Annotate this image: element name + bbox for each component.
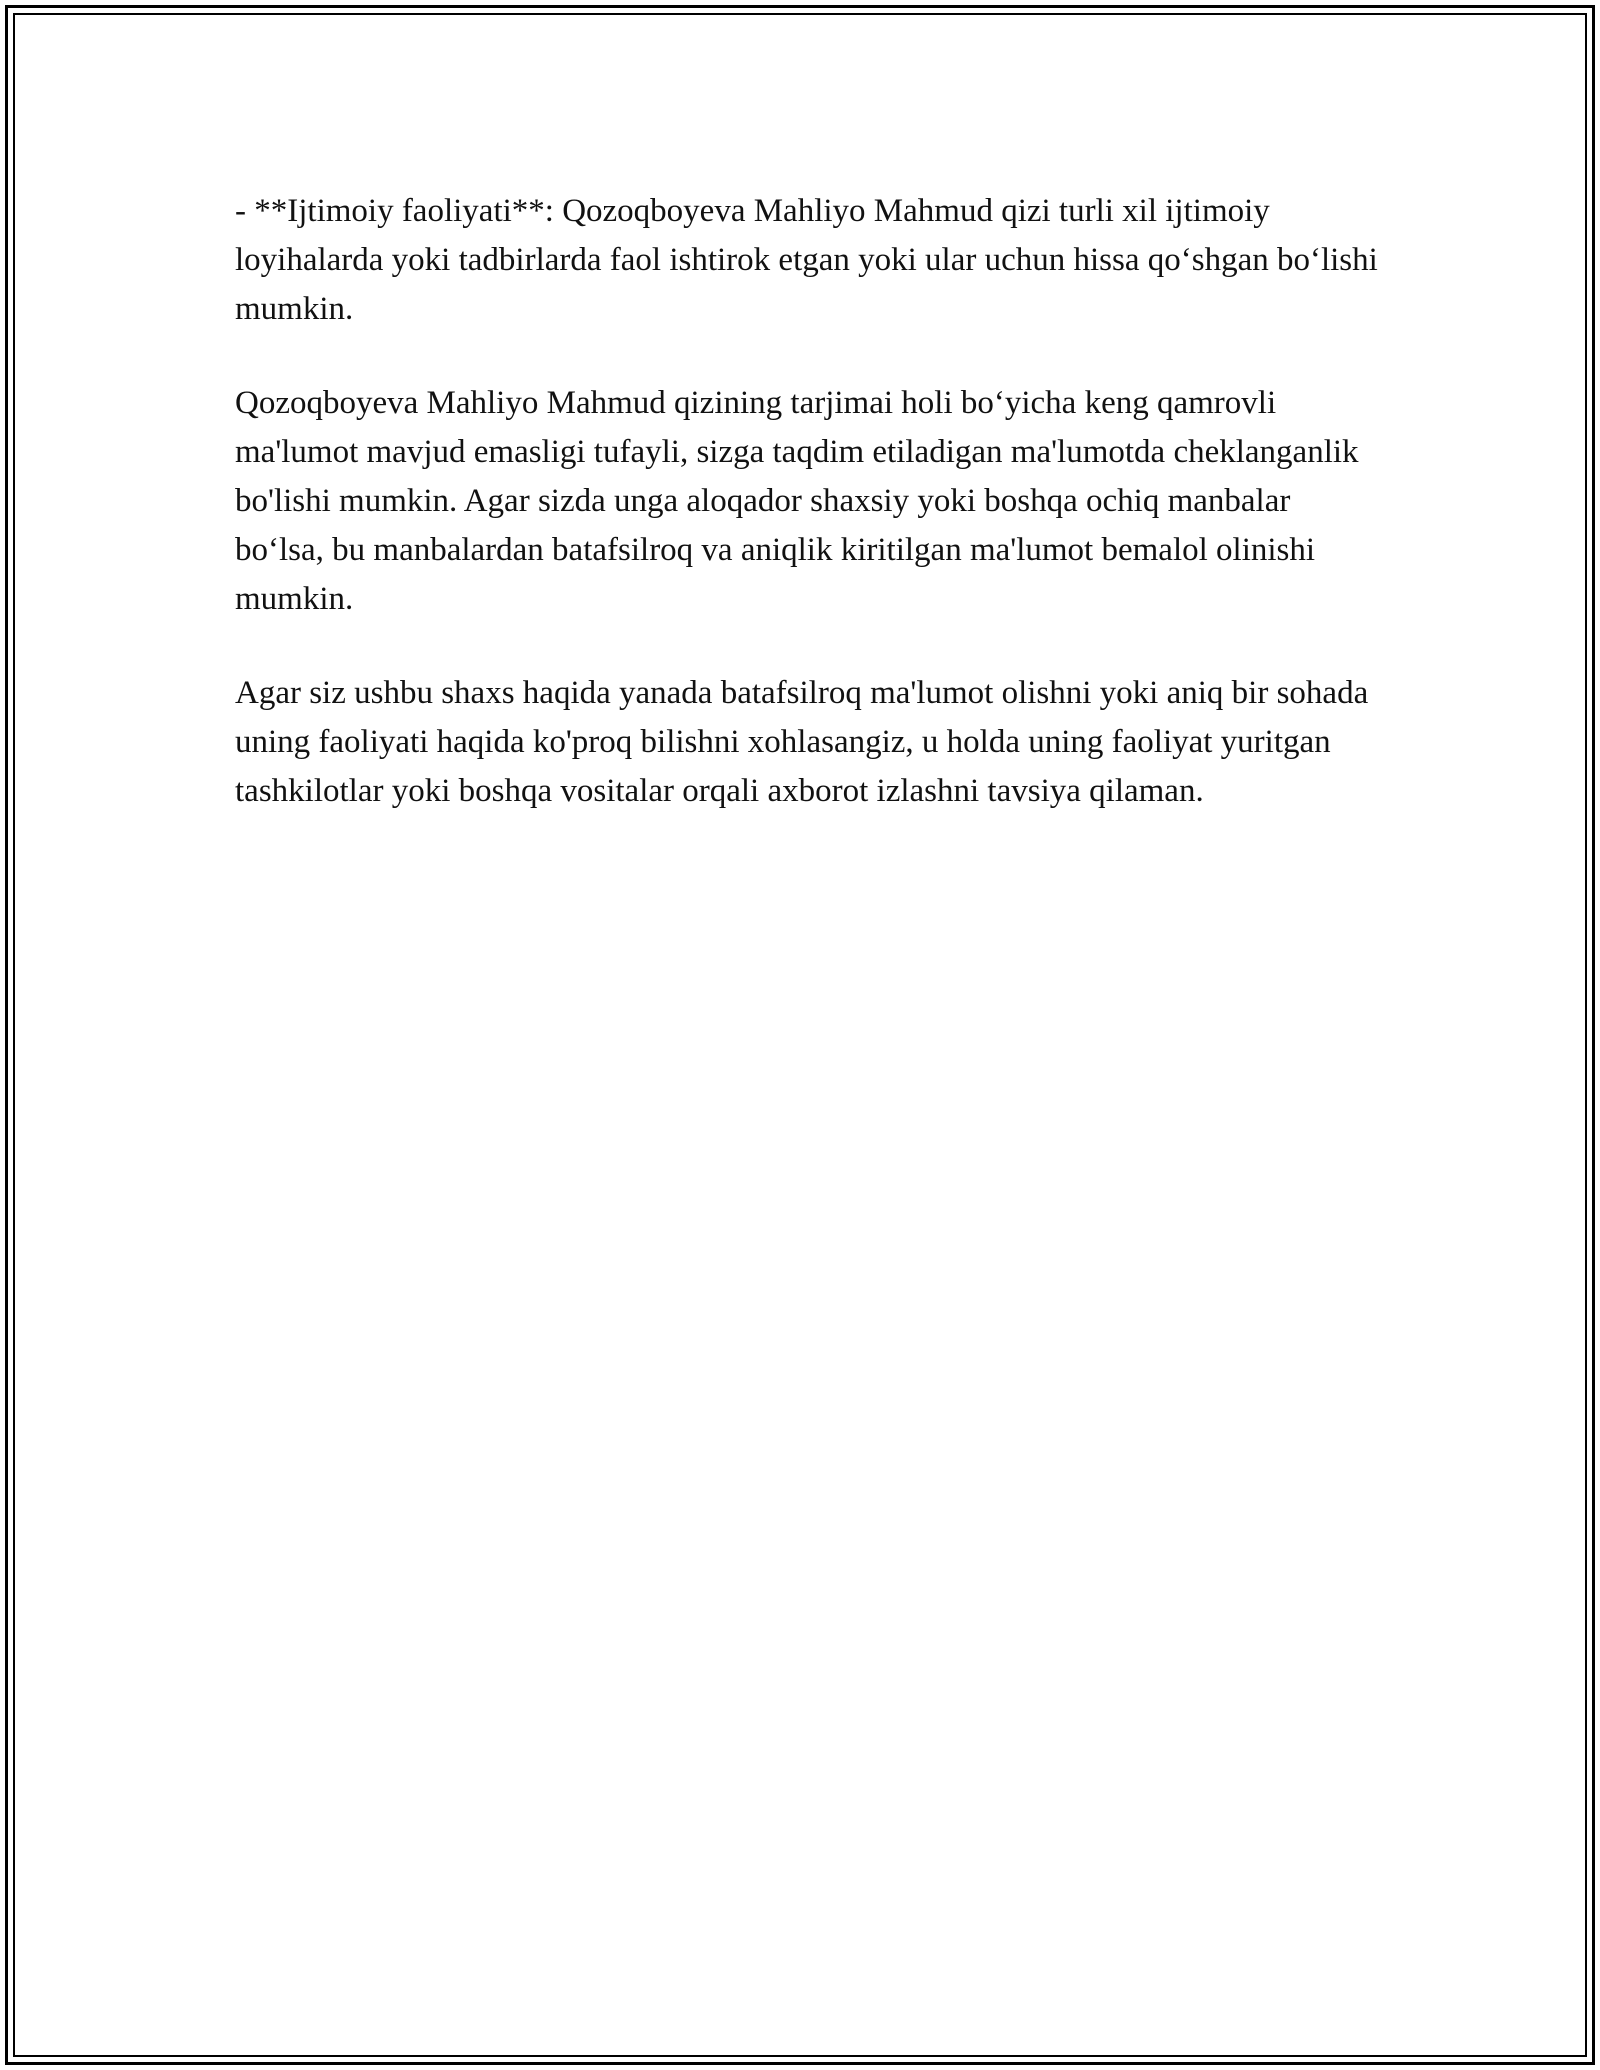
document-body bbox=[235, 187, 1385, 861]
paragraph-biography-limitations: Qozoqboyeva Mahliyo Mahmud qizining tarjimai holi bo‘yicha keng qamrovli ma'lumot mavjud emasligi tufayli, sizga taqdim etiladigan ma'lumotda cheklanganlik bo'lishi mumkin. Agar sizda unga aloqador shaxsiy yoki boshqa ochiq manbalar bo‘lsa, bu manbalardan batafsilroq va aniqlik kiritilgan ma'lumot bemalol olinishi mumkin. bbox=[235, 385, 1359, 617]
paragraph-social-activity: - **Ijtimoiy faoliyati**: Qozoqboyeva Mahliyo Mahmud qizi turli xil ijtimoiy loyihalarda yoki tadbirlarda faol ishtirok etgan yoki ular uchun hissa qo‘shgan bo‘lishi mumkin. bbox=[235, 193, 1378, 327]
paragraph-recommendation: Agar siz ushbu shaxs haqida yanada batafsilroq ma'lumot olishni yoki aniq bir sohada uning faoliyati haqida ko'proq bilishni xohlasangiz, u holda uning faoliyat yuritgan tashkilotlar yoki boshqa vositalar orqali axborot izlashni tavsiya qilaman. bbox=[235, 675, 1369, 809]
